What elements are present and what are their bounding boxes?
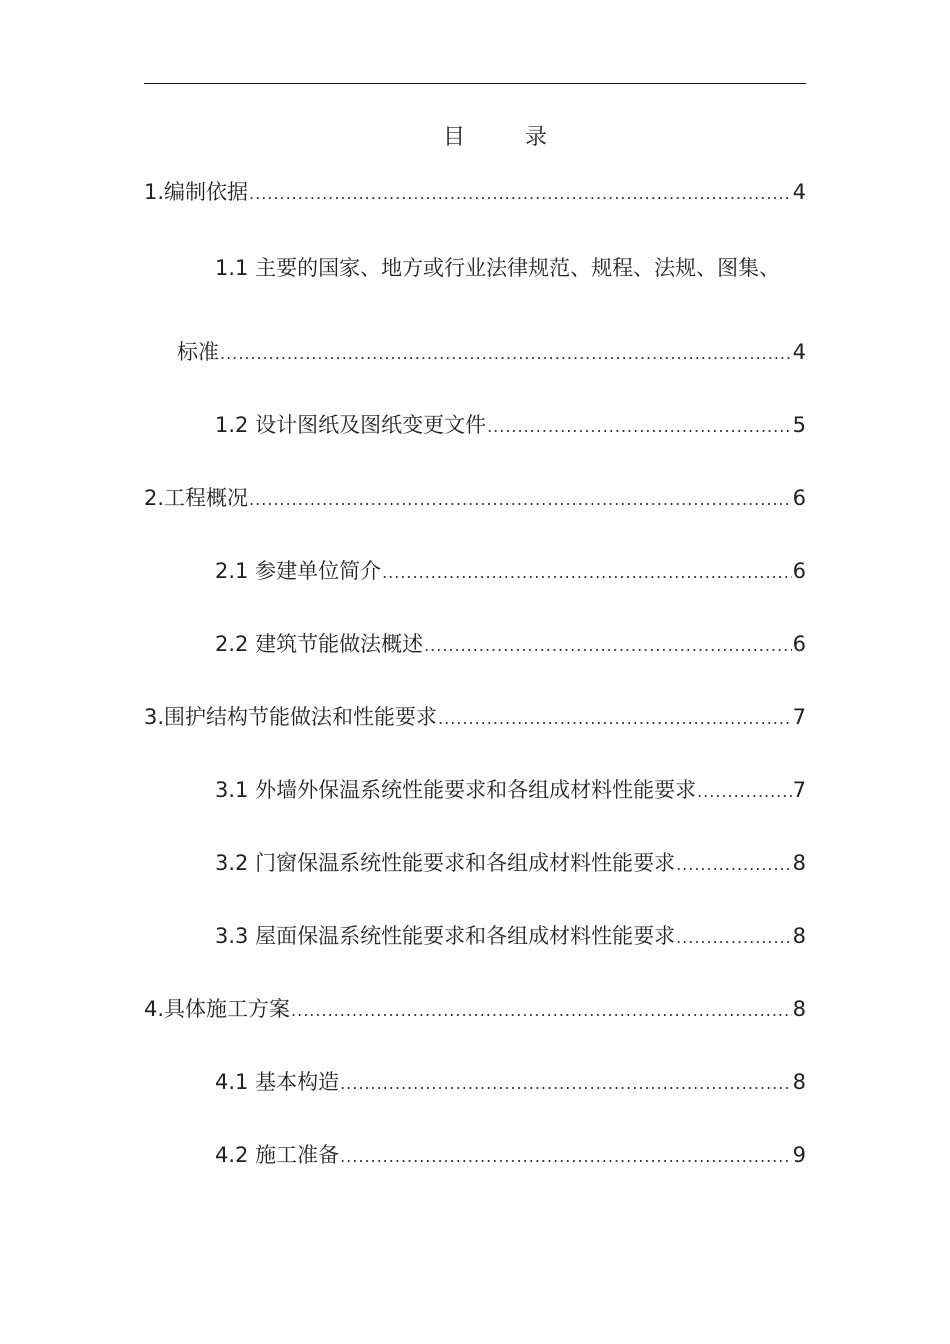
toc-entry-label: 4.2 施工准备 (215, 1143, 340, 1167)
dot-leader (291, 997, 792, 1025)
toc-entry-page: 8 (792, 997, 806, 1021)
toc-entry-label: 2.2 建筑节能做法概述 (215, 632, 424, 656)
toc-entry[interactable] (215, 630, 806, 660)
toc-entry[interactable] (215, 922, 806, 952)
toc-entry-label: 3.3 屋面保温系统性能要求和各组成材料性能要求 (215, 924, 676, 948)
header-rule (144, 83, 806, 84)
toc-entry-label: 2.工程概况 (144, 486, 249, 510)
dot-leader (676, 924, 792, 952)
toc-entry-page: 6 (792, 559, 806, 583)
dot-leader (340, 1143, 792, 1171)
dot-leader (487, 413, 792, 441)
dot-leader (382, 559, 792, 587)
toc-entry[interactable] (215, 1141, 806, 1171)
dot-leader (697, 778, 792, 806)
toc-entry-label: 4.1 基本构造 (215, 1070, 340, 1094)
toc-entry-page: 4 (792, 180, 806, 204)
toc-title-left: 目 (442, 125, 465, 150)
toc-entry-page: 8 (792, 851, 806, 875)
toc-entry-page: 5 (792, 413, 806, 437)
toc-entry-label: 3.1 外墙外保温系统性能要求和各组成材料性能要求 (215, 778, 697, 802)
toc-entry-page: 6 (792, 632, 806, 656)
toc-entry-label: 3.围护结构节能做法和性能要求 (144, 705, 438, 729)
dot-leader (249, 180, 792, 208)
toc-entry-page: 7 (792, 778, 806, 802)
toc-entry-page: 7 (792, 705, 806, 729)
dot-leader (220, 340, 792, 368)
toc-entry[interactable] (215, 411, 806, 441)
toc-entry[interactable] (215, 849, 806, 879)
toc-entry-page: 8 (792, 1070, 806, 1094)
dot-leader (340, 1070, 792, 1098)
dot-leader (676, 851, 792, 879)
toc-entry-label: 1.1 主要的国家、地方或行业法律规范、规程、法规、图集、 (215, 256, 781, 280)
toc-entry-page: 9 (792, 1143, 806, 1167)
toc-entry[interactable] (215, 776, 806, 806)
toc-title-right: 录 (525, 125, 548, 150)
toc-entry[interactable] (144, 703, 806, 733)
dot-leader (424, 632, 792, 660)
toc-entry-label: 4.具体施工方案 (144, 997, 291, 1021)
toc-entry-label: 2.1 参建单位简介 (215, 559, 382, 583)
toc-entry-label: 1.2 设计图纸及图纸变更文件 (215, 413, 487, 437)
toc-entry-label: 1.编制依据 (144, 180, 249, 204)
toc-entry[interactable] (144, 178, 806, 208)
toc-entry-page: 6 (792, 486, 806, 510)
dot-leader (249, 486, 792, 514)
toc-entry[interactable] (144, 995, 806, 1025)
dot-leader (438, 705, 792, 733)
toc-entry-page: 8 (792, 924, 806, 948)
toc-entry[interactable] (215, 1068, 806, 1098)
toc-entry-page: 4 (792, 340, 806, 364)
toc-entry[interactable] (144, 484, 806, 514)
toc-entry-wrapped-line[interactable] (215, 254, 780, 282)
toc-title (0, 120, 950, 151)
toc-entry-label: 3.2 门窗保温系统性能要求和各组成材料性能要求 (215, 851, 676, 875)
toc-entry[interactable] (177, 338, 806, 368)
toc-entry-label: 标准 (177, 340, 219, 364)
toc-entry[interactable] (215, 557, 806, 587)
